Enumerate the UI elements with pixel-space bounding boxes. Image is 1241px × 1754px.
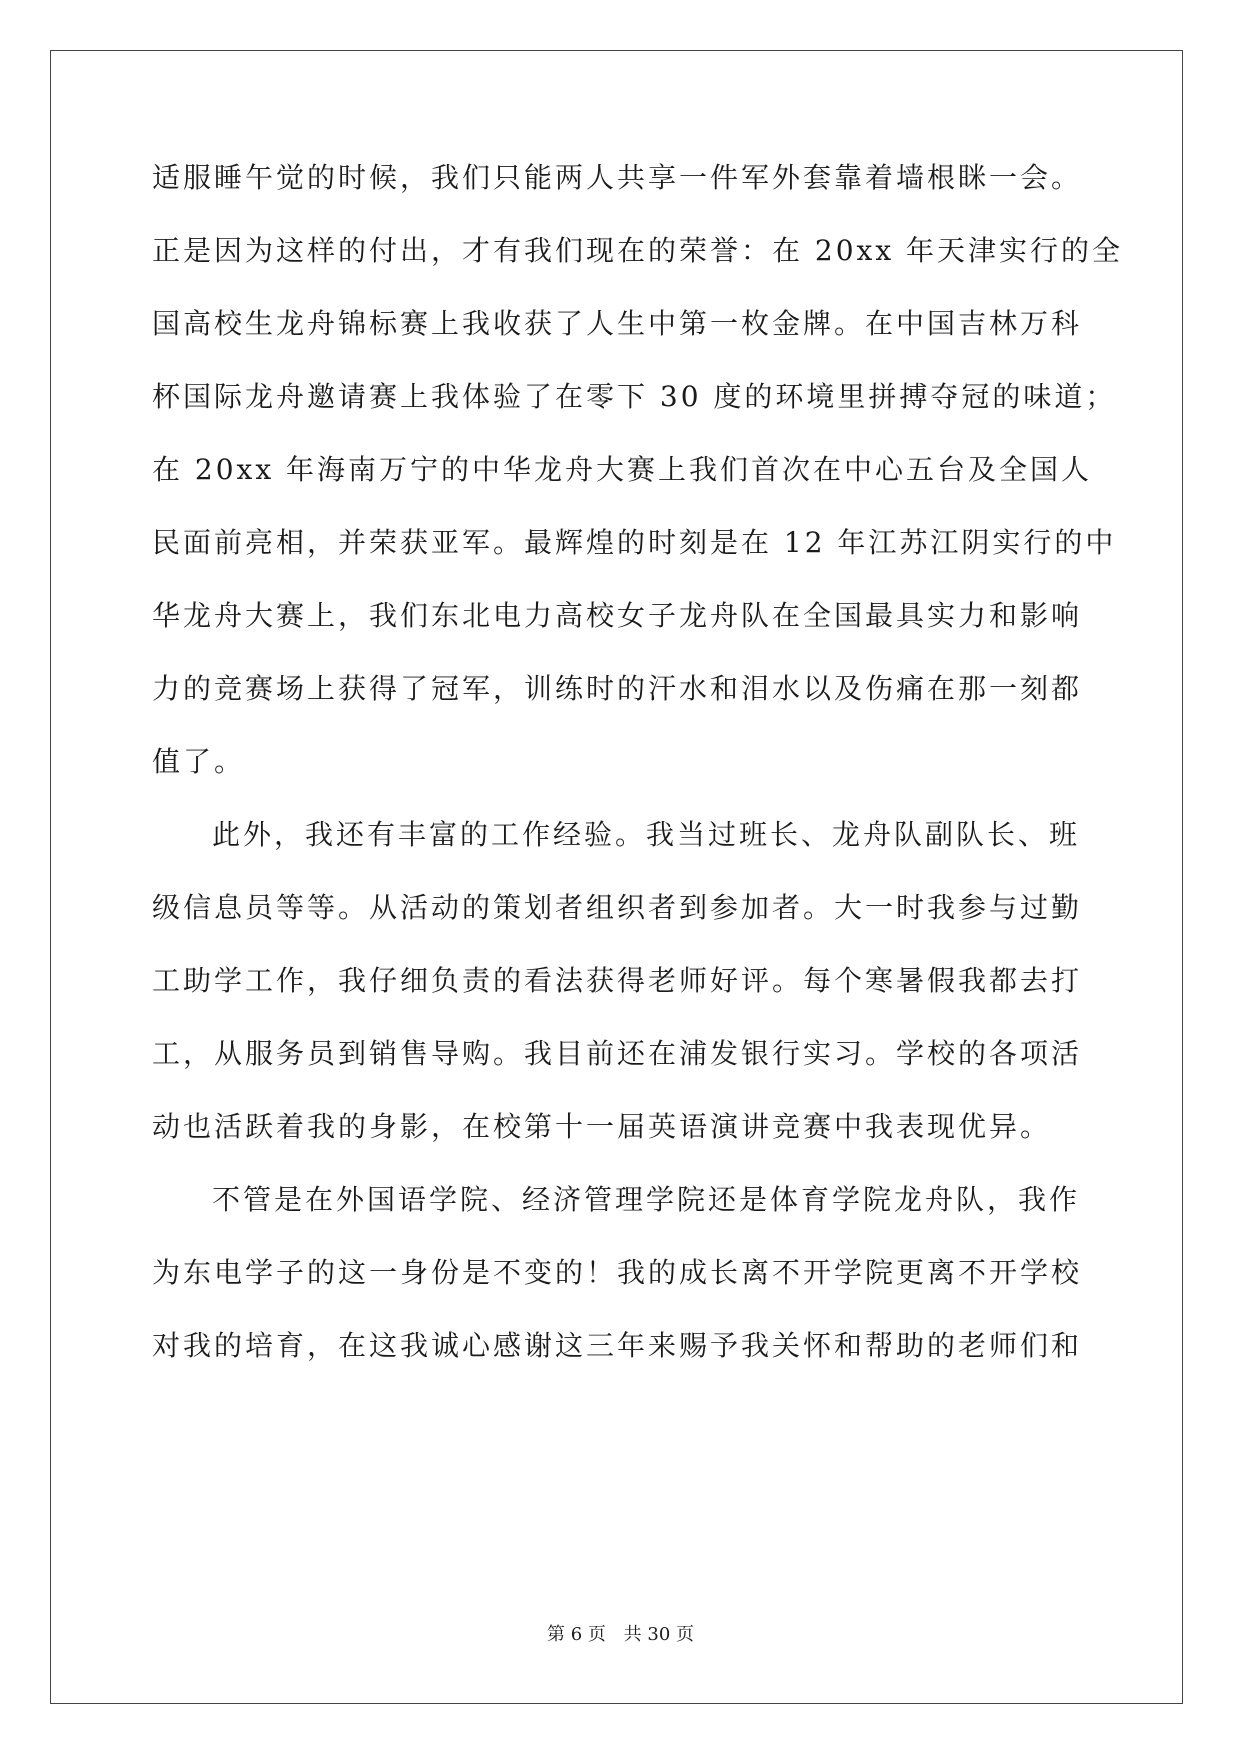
text-line: 为东电学子的这一身份是不变的！我的成长离不开学院更离不开学校: [152, 1256, 1083, 1289]
text-line: 适服睡午觉的时候，我们只能两人共享一件军外套靠着墙根眯一会。: [152, 161, 1083, 194]
text-line: 值了。: [152, 745, 246, 778]
text-line: 级信息员等等。从活动的策划者组织者到参加者。大一时我参与过勤: [152, 891, 1083, 924]
page-border: [50, 50, 1183, 1704]
text-line: 工助学工作，我仔细负责的看法获得老师好评。每个寒暑假我都去打: [152, 964, 1083, 997]
text-line: 力的竞赛场上获得了冠军，训练时的汗水和泪水以及伤痛在那一刻都: [152, 672, 1083, 705]
text-line: 正是因为这样的付出，才有我们现在的荣誉：在 20xx 年天津实行的全: [152, 234, 1124, 267]
text-line: 对我的培育，在这我诚心感谢这三年来赐予我关怀和帮助的老师们和: [152, 1329, 1083, 1362]
paragraph-start-line: 不管是在外国语学院、经济管理学院还是体育学院龙舟队，我作: [212, 1183, 1081, 1216]
paragraph-start-line: 此外，我还有丰富的工作经验。我当过班长、龙舟队副队长、班: [212, 818, 1081, 851]
text-line: 华龙舟大赛上，我们东北电力高校女子龙舟队在全国最具实力和影响: [152, 599, 1083, 632]
text-line: 民面前亮相，并荣获亚军。最辉煌的时刻是在 12 年江苏江阴实行的中: [152, 526, 1117, 559]
page-total: 共 30 页: [623, 1624, 694, 1645]
text-line: 国高校生龙舟锦标赛上我收获了人生中第一枚金牌。在中国吉林万科: [152, 307, 1083, 340]
page-footer: [0, 1620, 1241, 1646]
text-line: 在 20xx 年海南万宁的中华龙舟大赛上我们首次在中心五台及全国人: [152, 453, 1093, 486]
page-number: 第 6 页: [547, 1624, 606, 1645]
text-line: 杯国际龙舟邀请赛上我体验了在零下 30 度的环境里拼搏夺冠的味道；: [152, 380, 1117, 413]
text-line: 动也活跃着我的身影，在校第十一届英语演讲竞赛中我表现优异。: [152, 1110, 1052, 1143]
text-line: 工，从服务员到销售导购。我目前还在浦发银行实习。学校的各项活: [152, 1037, 1083, 1070]
